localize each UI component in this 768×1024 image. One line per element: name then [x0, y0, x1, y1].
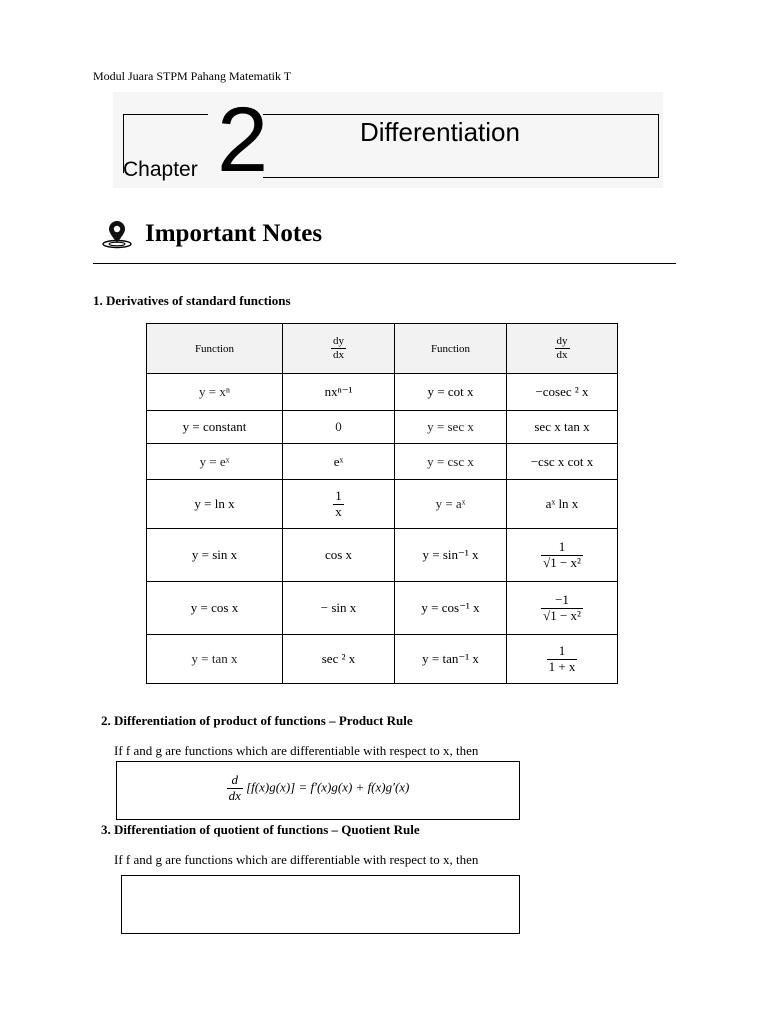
product-rule-box [116, 761, 520, 820]
important-notes-heading: Important Notes [145, 220, 323, 247]
table-header-function: Function [395, 324, 507, 374]
function-cell: y = cos x [147, 582, 283, 635]
derivative-cell: sec ² x [283, 635, 395, 684]
derivative-cell: $\frac{1}{1 + x}$ [507, 635, 618, 684]
derivative-cell: aˣ ln x [507, 480, 618, 529]
function-cell: y = constant [147, 411, 283, 444]
derivative-cell: nxⁿ⁻¹ [283, 374, 395, 411]
table-row [147, 582, 618, 635]
table-row [147, 411, 618, 444]
function-cell: y = cot x [395, 374, 507, 411]
function-cell: y = xⁿ [147, 374, 283, 411]
table-header-derivative: $\frac{dy}{dx}$ [283, 324, 395, 374]
table-row [147, 444, 618, 480]
function-cell: y = sec x [395, 411, 507, 444]
derivative-cell: eˣ [283, 444, 395, 480]
derivative-cell: sec x tan x [507, 411, 618, 444]
table-row [147, 635, 618, 684]
function-cell: y = aˣ [395, 480, 507, 529]
product-rule-body: [f(x)g(x)] = f′(x)g(x) + f(x)g′(x) [246, 779, 410, 795]
table-row [147, 374, 618, 411]
section-3-title: 3. Differentiation of quotient of functions – Quotient Rule [101, 822, 420, 837]
function-cell: y = sin x [147, 529, 283, 582]
derivative-cell: $\frac{1}{\text{√1 − x²}}$ [507, 529, 618, 582]
section-3-intro: If f and g are functions which are differentiable with respect to x, then [114, 852, 479, 867]
function-cell: y = ln x [147, 480, 283, 529]
function-cell: y = sin⁻¹ x [395, 529, 507, 582]
derivatives-table [146, 323, 618, 684]
table-header-row [147, 324, 618, 374]
document-header: Modul Juara STPM Pahang Matematik T [93, 69, 292, 83]
derivative-cell: $\frac{1}{x}$ [283, 480, 395, 529]
derivative-cell: −cosec ² x [507, 374, 618, 411]
quotient-rule-box [121, 875, 520, 934]
section-2-intro: If f and g are functions which are differentiable with respect to x, then [114, 743, 479, 758]
section-2-title: 2. Differentiation of product of functions – Product Rule [101, 713, 413, 728]
chapter-number: 2 [217, 89, 269, 191]
table-header-function: Function [147, 324, 283, 374]
derivative-cell: 0 [283, 411, 395, 444]
d-dx-fraction: $\frac{d}{dx}$ [228, 772, 241, 803]
function-cell: y = csc x [395, 444, 507, 480]
derivative-cell: − sin x [283, 582, 395, 635]
derivative-cell: $\frac{-1}{\text{√1 − x²}}$ [507, 582, 618, 635]
derivative-cell: −csc x cot x [507, 444, 618, 480]
section-1-title: 1. Derivatives of standard functions [93, 293, 291, 308]
table-row [147, 529, 618, 582]
function-cell: y = eˣ [147, 444, 283, 480]
chapter-title: Differentiation [360, 117, 520, 147]
function-cell: y = tan⁻¹ x [395, 635, 507, 684]
product-rule-formula [117, 773, 519, 804]
table-row [147, 480, 618, 529]
heading-divider [93, 263, 676, 264]
function-cell: y = tan x [147, 635, 283, 684]
chapter-banner [113, 89, 663, 191]
derivative-cell: cos x [283, 529, 395, 582]
table-header-derivative: $\frac{dy}{dx}$ [507, 324, 618, 374]
function-cell: y = cos⁻¹ x [395, 582, 507, 635]
chapter-label: Chapter [123, 158, 198, 181]
map-pin-icon [101, 221, 133, 249]
